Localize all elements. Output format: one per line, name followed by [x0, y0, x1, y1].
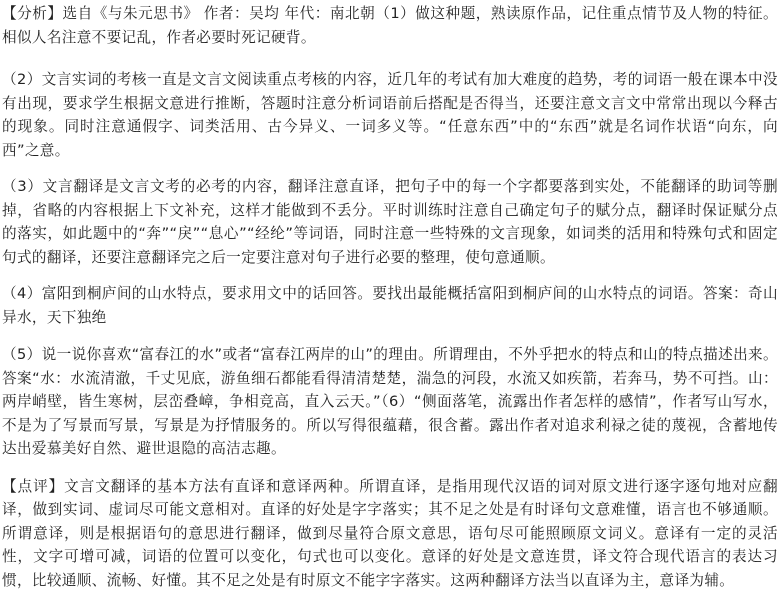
analysis-paragraph-3: （3）文言翻译是文言文考的必考的内容，翻译注意直译，把句子中的每一个字都要落到实处，不能翻译的助词等删掉，省略的内容根据上下文补充，这样才能做到不丢分。平时训练时注意自己确定句子的赋分点，翻译时保证赋分点的落实，如此题中的“奔”“戾”“息心”“经纶”等词语，同时注意一些特殊的文言现象，如词类的活用和特殊句式和固定句式的翻译，还要注意翻译完之后一定要注意对句子进行必要的整理，使句意通顺。: [2, 175, 778, 269]
analysis-paragraph-1: 【分析】选自《与朱元思书》 作者：吴均 年代：南北朝（1）做这种题，熟读原作品，记住重点情节及人物的特征。相似人名注意不要记乱，作者必要时死记硬背。: [2, 2, 778, 49]
analysis-paragraph-4: （4）富阳到桐庐间的山水特点，要求用文中的话回答。要找出最能概括富阳到桐庐间的山水特点的词语。答案：奇山异水，天下独绝: [2, 282, 778, 329]
comment-paragraph: 【点评】文言文翻译的基本方法有直译和意译两种。所谓直译，是指用现代汉语的词对原文进行逐字逐句地对应翻译，做到实词、虚词尽可能文意相对。直译的好处是字字落实；其不足之处是有时译句文意难懂，语言也不够通顺。所谓意译，则是根据语句的意思进行翻译，做到尽量符合原文意思，语句尽可能照顾原文词义。意译有一定的灵活性，文字可增可减，词语的位置可以变化，句式也可以变化。意译的好处是文意连贯，译文符合现代语言的表达习惯，比较通顺、流畅、好懂。其不足之处是有时原文不能字字落实。这两种翻译方法当以直译为主，意译为辅。: [2, 475, 778, 592]
analysis-paragraph-5: （5）说一说你喜欢“富春江的水”或者“富春江两岸的山”的理由。所谓理由，不外乎把水的特点和山的特点描述出来。答案“水：水流清澈，千丈见底，游鱼细石都能看得清清楚楚，湍急的河段，水流又如疾箭，若奔马，势不可挡。山：两岸峭壁，皆生寒树，层峦叠嶂，争相竞高，直入云天。”（6）“侧面落笔，流露出作者怎样的感情”，作者写山写水，不是为了写景而写景，写景是为抒情服务的。所以写得很蕴藉，很含蓄。露出作者对追求利禄之徒的蔑视，含蓄地传达出爱慕美好自然、避世退隐的高洁志趣。: [2, 343, 778, 461]
analysis-paragraph-2: （2）文言实词的考核一直是文言文阅读重点考核的内容，近几年的考试有加大难度的趋势，考的词语一般在课本中没有出现，要求学生根据文意进行推断，答题时注意分析词语前后搭配是否得当，还要注意文言文中常常出现以今释古的现象。同时注意通假字、词类活用、古今异义、一词多义等。“任意东西”中的“东西”就是名词作状语“向东，向西”之意。: [2, 68, 778, 162]
